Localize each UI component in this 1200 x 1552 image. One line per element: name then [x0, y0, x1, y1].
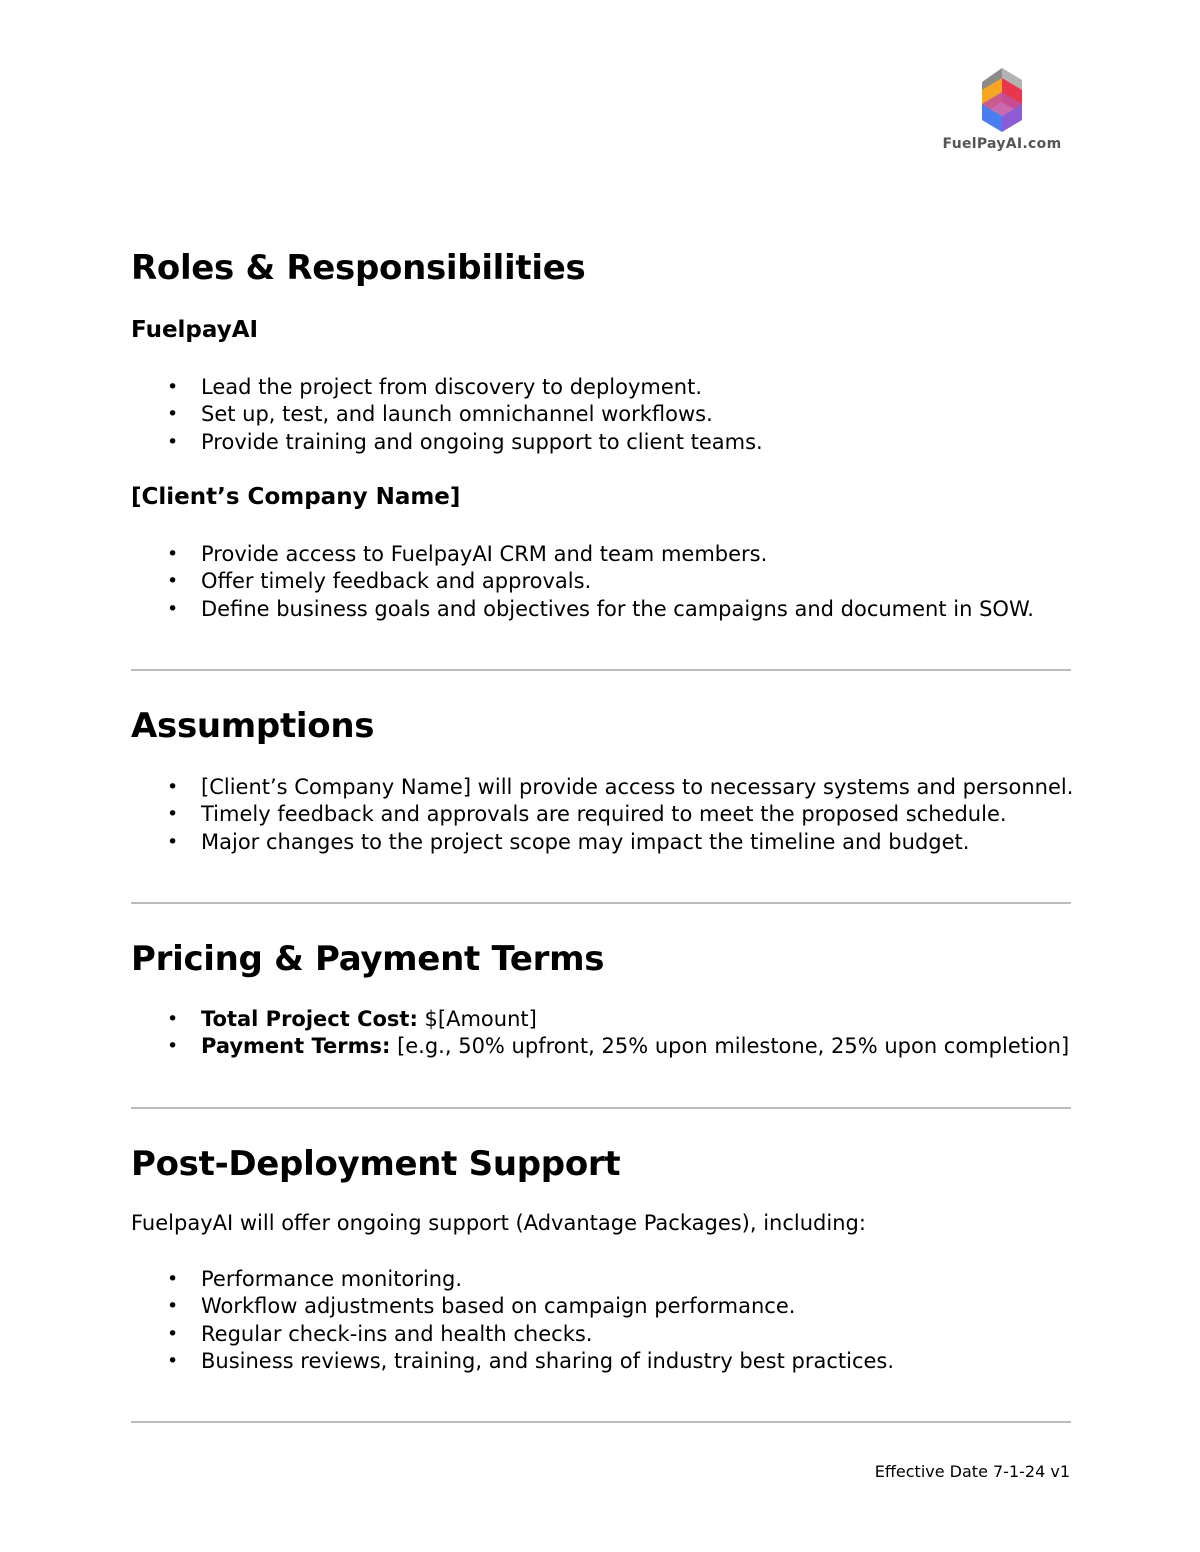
- cube-logo-icon: [976, 68, 1028, 132]
- support-intro: FuelpayAI will offer ongoing support (Advantage Packages), including:: [131, 1211, 866, 1235]
- pricing-value: $[Amount]: [417, 1007, 537, 1031]
- list-item: • Set up, test, and launch omnichannel workflows.: [131, 401, 763, 428]
- brand-logo-text: FuelPayAI.com: [942, 136, 1062, 152]
- list-item: • Major changes to the project scope may impact the timeline and budget.: [131, 829, 1073, 856]
- fuelpay-heading: FuelpayAI: [131, 317, 259, 343]
- list-item: • Performance monitoring.: [131, 1266, 894, 1293]
- support-title: Post-Deployment Support: [131, 1144, 621, 1184]
- section-divider: [131, 1421, 1071, 1423]
- brand-logo: [936, 68, 1068, 158]
- list-item: • Provide training and ongoing support to client teams.: [131, 429, 763, 456]
- roles-title: Roles & Responsibilities: [131, 248, 586, 288]
- list-item: • Lead the project from discovery to deployment.: [131, 374, 763, 401]
- pricing-value: [e.g., 50% upfront, 25% upon milestone, 25% upon completion]: [390, 1034, 1070, 1059]
- assumptions-title: Assumptions: [131, 706, 375, 746]
- pricing-label: Payment Terms:: [201, 1034, 391, 1059]
- client-list: [131, 541, 1034, 623]
- client-heading: [Client’s Company Name]: [131, 484, 461, 510]
- pricing-list: [131, 1006, 1069, 1061]
- pricing-label: Total Project Cost:: [201, 1007, 418, 1031]
- list-item: • Provide access to FuelpayAI CRM and team members.: [131, 541, 1034, 568]
- support-list: [131, 1266, 894, 1376]
- list-item: • Timely feedback and approvals are required to meet the proposed schedule.: [131, 801, 1073, 828]
- list-item: • Offer timely feedback and approvals.: [131, 568, 1034, 595]
- section-divider: [131, 1107, 1071, 1109]
- pricing-item-total-cost: [131, 1006, 1069, 1033]
- pricing-title: Pricing & Payment Terms: [131, 939, 605, 979]
- list-item: • Regular check-ins and health checks.: [131, 1321, 894, 1348]
- section-divider: [131, 902, 1071, 904]
- assumptions-list: [131, 774, 1073, 856]
- list-item: • Workflow adjustments based on campaign performance.: [131, 1293, 894, 1320]
- pricing-item-payment-terms: [131, 1033, 1069, 1060]
- list-item: • [Client’s Company Name] will provide access to necessary systems and personnel.: [131, 774, 1073, 801]
- list-item: • Define business goals and objectives for the campaigns and document in SOW.: [131, 596, 1034, 623]
- effective-date: Effective Date 7-1-24 v1: [874, 1462, 1070, 1481]
- section-divider: [131, 669, 1071, 671]
- list-item: • Business reviews, training, and sharing of industry best practices.: [131, 1348, 894, 1375]
- fuelpay-list: [131, 374, 763, 456]
